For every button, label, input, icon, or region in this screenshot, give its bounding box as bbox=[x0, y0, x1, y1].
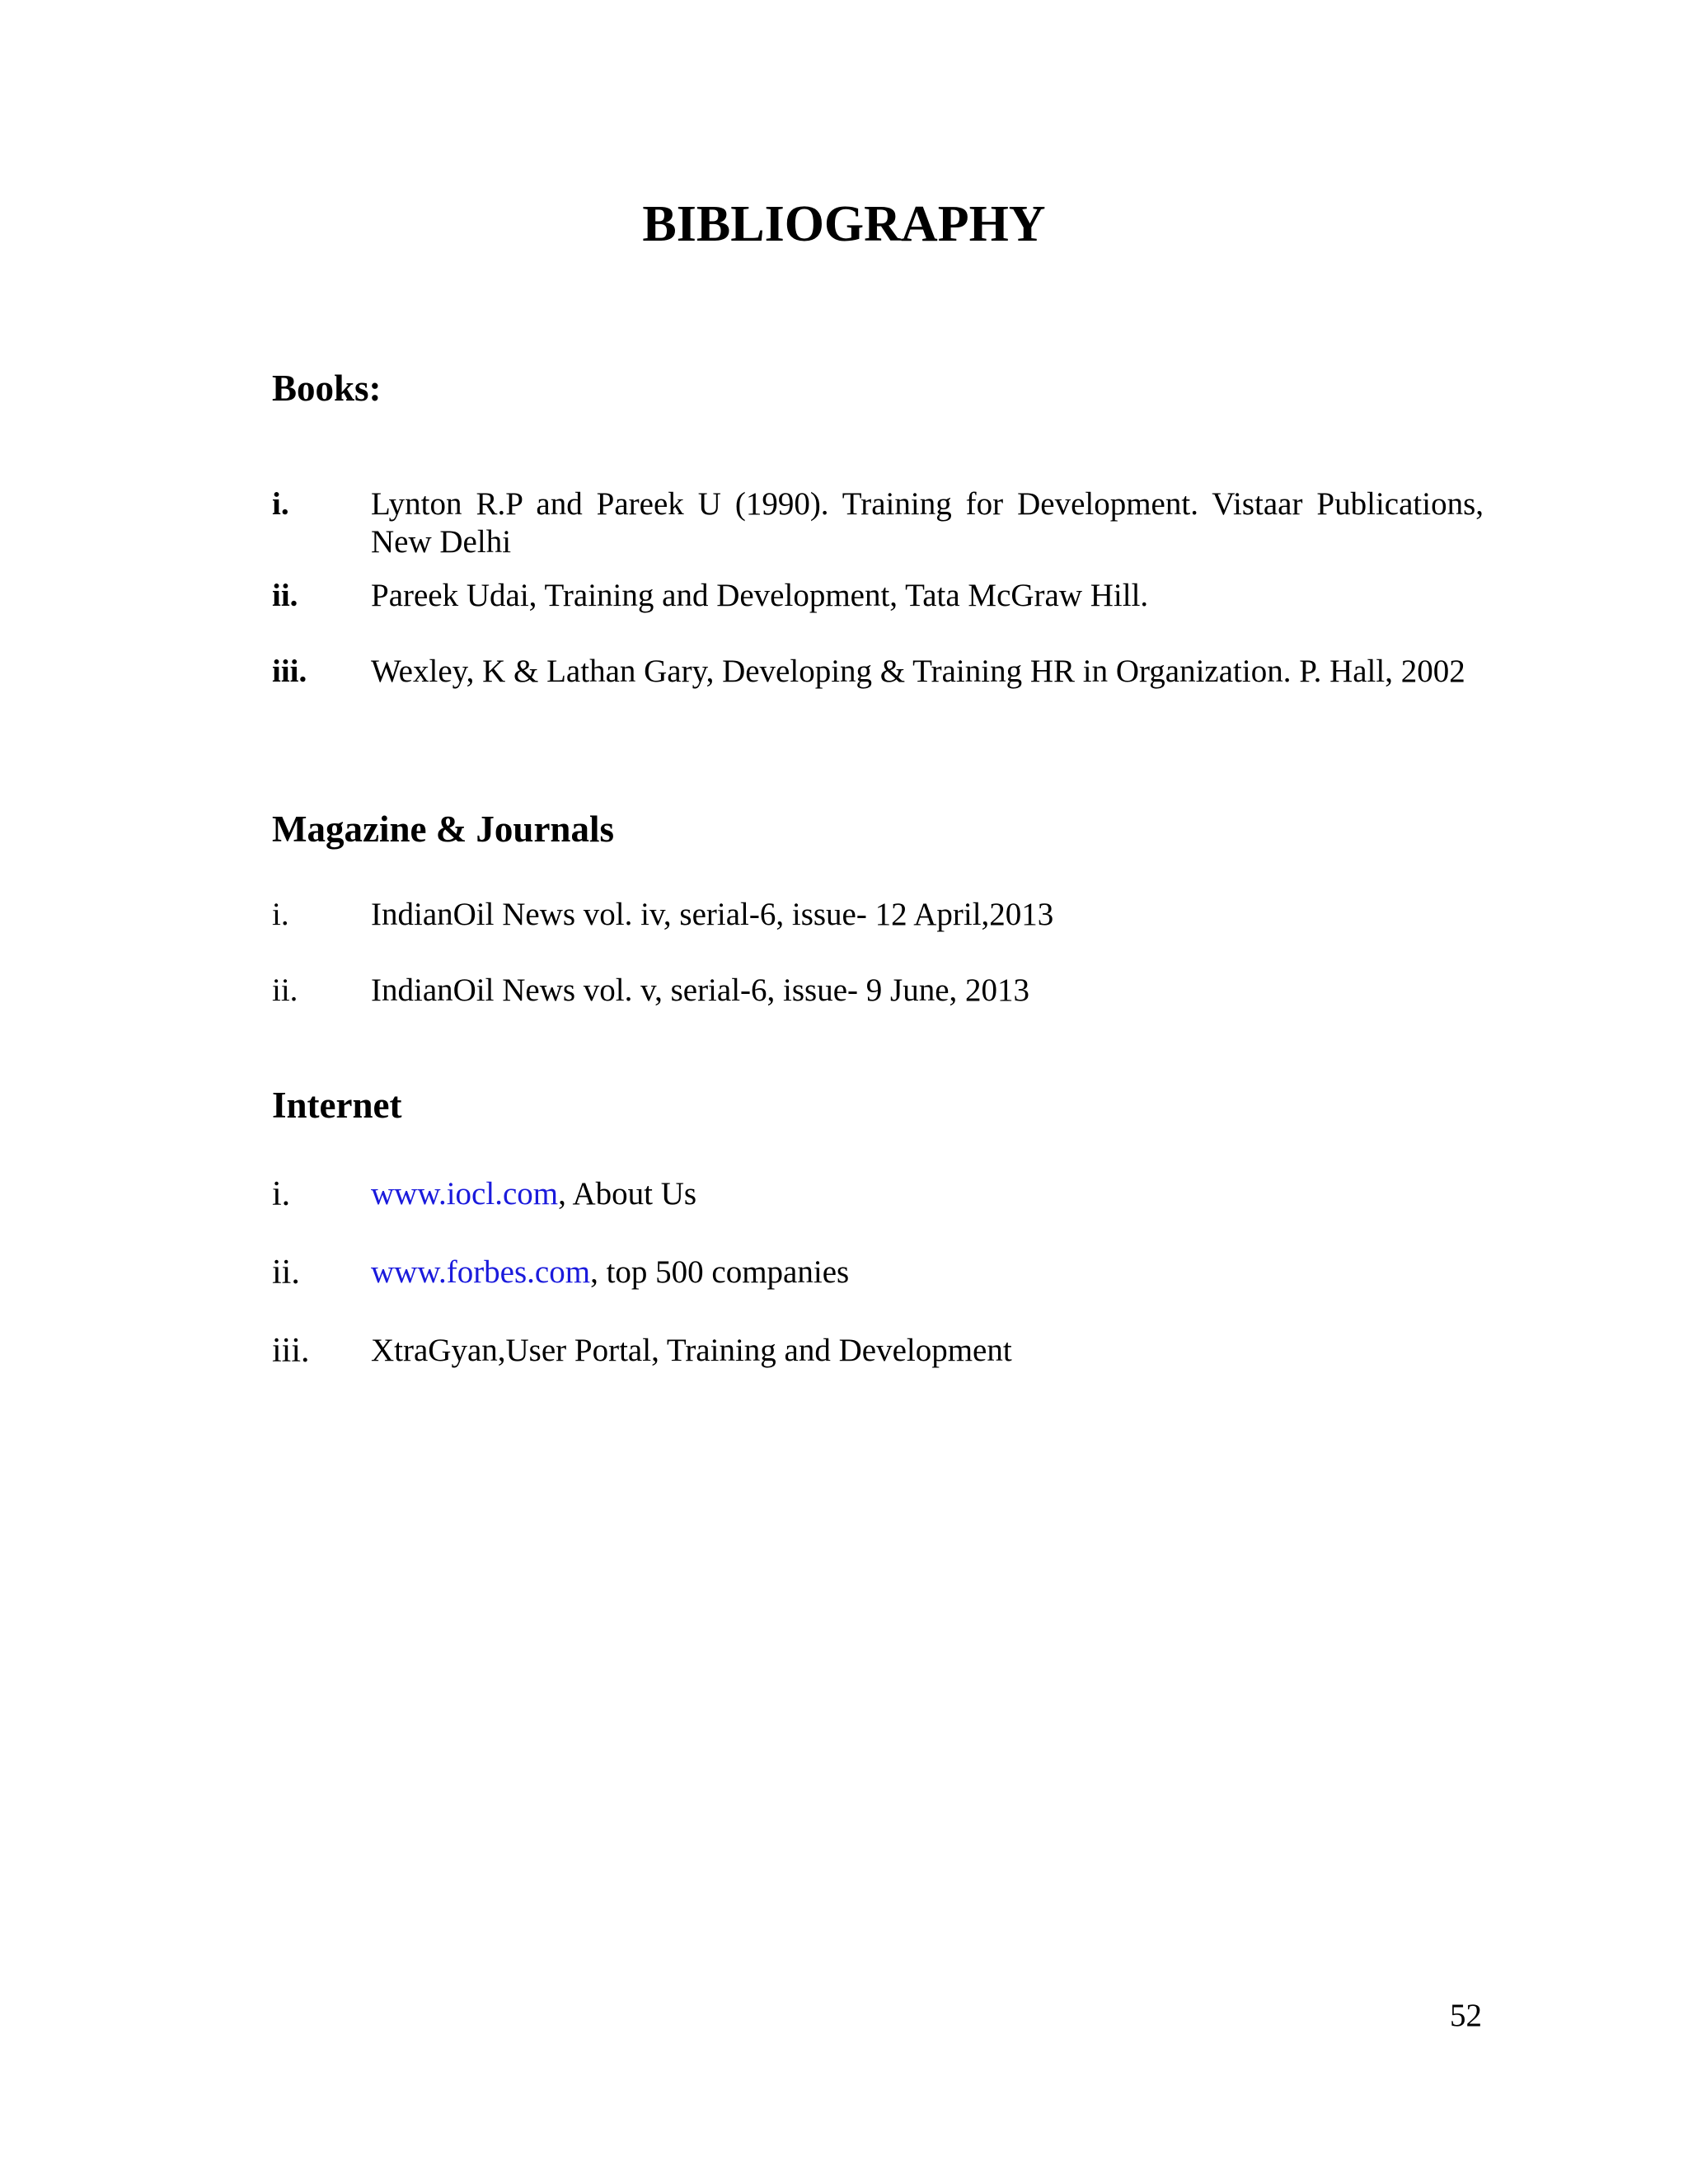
entry-number: ii. bbox=[272, 1254, 300, 1291]
page-title: BIBLIOGRAPHY bbox=[642, 196, 1046, 252]
entry-number: i. bbox=[272, 1175, 291, 1213]
book-entry-1 bbox=[272, 485, 1484, 561]
internet-entry-3 bbox=[272, 1332, 1484, 1370]
entry-text bbox=[371, 1175, 1484, 1213]
entry-number: ii. bbox=[272, 578, 298, 613]
entry-number: iii. bbox=[272, 654, 307, 689]
page-number: 52 bbox=[1450, 1998, 1482, 2033]
entry-text: IndianOil News vol. iv, serial-6, issue- 12 April,2013 bbox=[371, 897, 1054, 932]
link-description: , top 500 companies bbox=[590, 1254, 850, 1290]
forbes-link[interactable]: www.forbes.com bbox=[371, 1254, 591, 1290]
entry-text bbox=[371, 1254, 1484, 1291]
books-heading: Books: bbox=[272, 368, 382, 409]
entry-text: Lynton R.P and Pareek U (1990). Training for Development. Vistaar Publications, New Delhi bbox=[371, 486, 1484, 560]
iocl-link[interactable]: www.iocl.com bbox=[371, 1176, 559, 1212]
book-entry-3 bbox=[272, 653, 1484, 691]
internet-heading: Internet bbox=[272, 1085, 402, 1126]
entry-text: Wexley, K & Lathan Gary, Developing & Training HR in Organization. P. Hall, 2002 bbox=[371, 654, 1465, 689]
entry-number: i. bbox=[272, 897, 289, 932]
entry-number: iii. bbox=[272, 1332, 310, 1370]
book-entry-2 bbox=[272, 577, 1484, 615]
entry-number: i. bbox=[272, 486, 289, 522]
entry-text: XtraGyan,User Portal, Training and Development bbox=[371, 1333, 1012, 1368]
magazine-entry-2 bbox=[272, 972, 1484, 1010]
magazine-entry-1 bbox=[272, 896, 1484, 934]
internet-entry-1 bbox=[272, 1175, 1484, 1213]
link-description: , About Us bbox=[558, 1176, 697, 1212]
entry-text: IndianOil News vol. v, serial-6, issue- 9 June, 2013 bbox=[371, 972, 1030, 1008]
entry-number: ii. bbox=[272, 972, 298, 1008]
entry-text: Pareek Udai, Training and Development, Tata McGraw Hill. bbox=[371, 578, 1149, 613]
internet-entry-2 bbox=[272, 1254, 1484, 1291]
magazines-heading: Magazine & Journals bbox=[272, 808, 614, 850]
